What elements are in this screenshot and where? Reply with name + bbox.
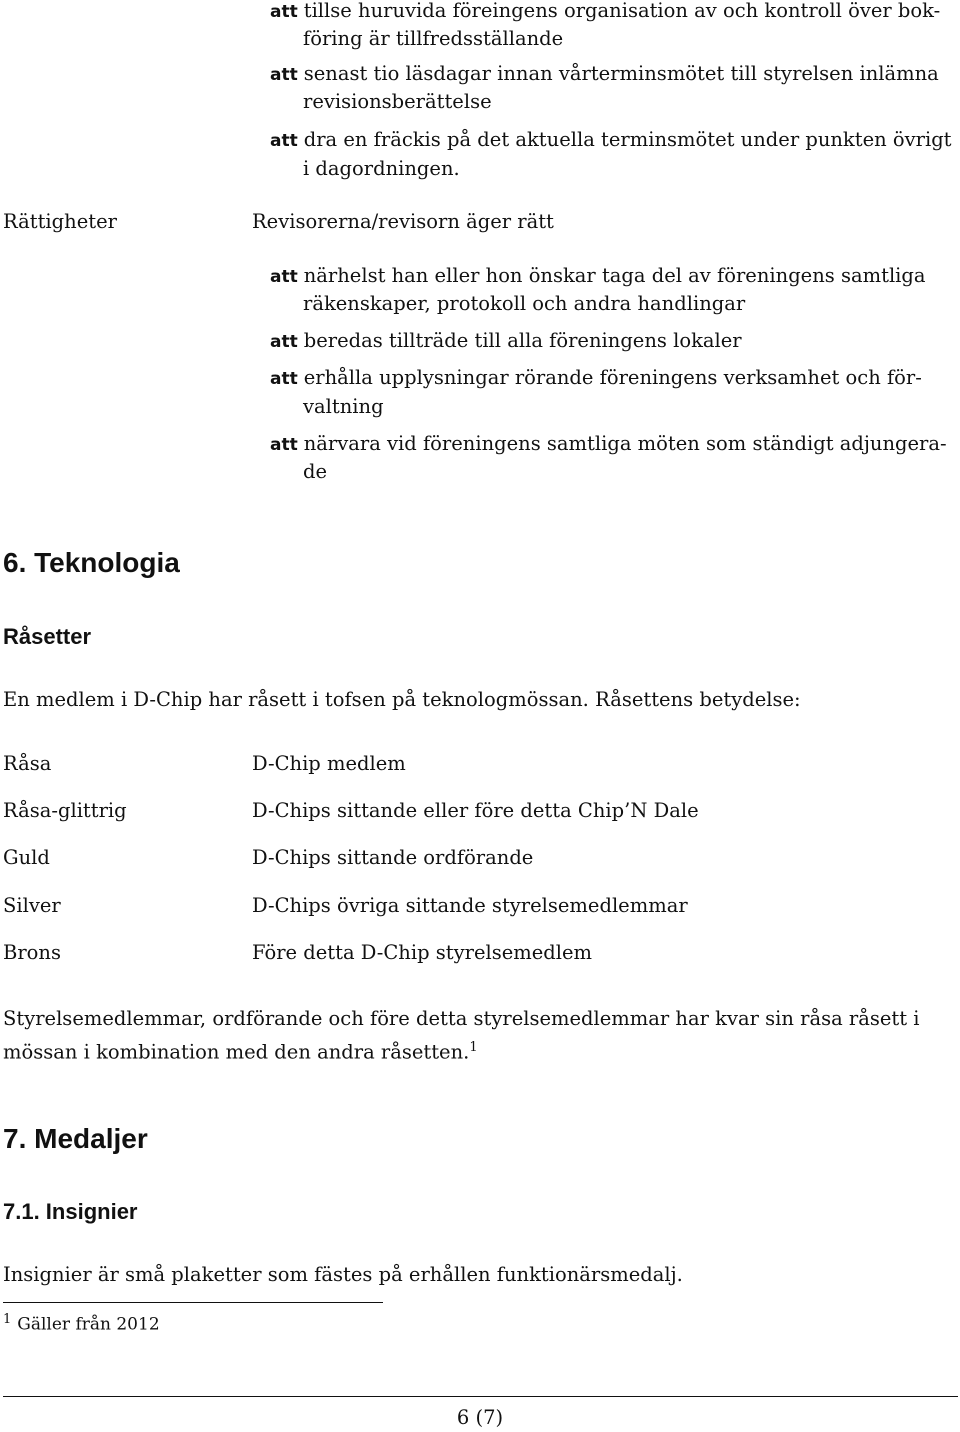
footnote-rule <box>3 1302 383 1303</box>
att-keyword: att <box>270 65 298 85</box>
plikt-item-3-line-2: i dagordningen. <box>303 157 460 180</box>
rasett-meaning: D-Chips övriga sittande styrelsemedlemmar <box>252 894 688 917</box>
rattighet-item-4-line-1: att närvara vid föreningens samtliga möten som ständigt adjungera- <box>270 432 947 455</box>
rasett-meaning: D-Chips sittande eller före detta Chip’N Dale <box>252 799 699 822</box>
rasett-name: Råsa <box>3 752 52 775</box>
section-heading-medaljer: 7. Medaljer <box>3 1123 148 1154</box>
plikt-item-3-line-1: att dra en fräckis på det aktuella terminsmötet under punkten övrigt <box>270 128 952 151</box>
rattighet-item-3-line-2: valtning <box>303 395 384 418</box>
rasett-name: Brons <box>3 941 61 964</box>
rattighet-item-2-line-1: att beredas tillträde till alla föreningens lokaler <box>270 329 742 352</box>
rasetter-note-line-2: mössan i kombination med den andra råsetten.$^1$ <box>3 1040 478 1064</box>
att-keyword: att <box>270 369 298 389</box>
att-keyword: att <box>270 267 298 287</box>
plikt-item-2-line-2: revisionsberättelse <box>303 90 492 113</box>
footer-rule <box>3 1396 958 1397</box>
footnote-mark: 1 <box>3 1312 12 1327</box>
rattighet-item-1-line-1: att närhelst han eller hon önskar taga del av föreningens samtliga <box>270 264 926 287</box>
insignier-text: Insignier är små plaketter som fästes på erhållen funktionärsmedalj. <box>3 1263 683 1286</box>
footnote: $^1$ Gäller från 2012 <box>3 1312 160 1335</box>
plikt-item-1-line-2: föring är tillfredsställande <box>303 27 564 50</box>
plikt-item-2-line-1: att senast tio läsdagar innan vårterminsmötet till styrelsen inlämna <box>270 62 939 85</box>
plikt-item-1-line-1: att tillse huruvida föreingens organisation av och kontroll över bok- <box>270 0 941 22</box>
rasett-meaning: D-Chip medlem <box>252 752 406 775</box>
rattighet-item-3-line-1: att erhålla upplysningar rörande föreningens verksamhet och för- <box>270 366 922 389</box>
rasett-name: Råsa-glittrig <box>3 799 127 822</box>
subsection-heading-insignier: 7.1. Insignier <box>3 1199 138 1224</box>
att-keyword: att <box>270 2 298 22</box>
rasetter-note-line-1: Styrelsemedlemmar, ordförande och före detta styrelsemedlemmar har kvar sin råsa råsett i <box>3 1007 920 1030</box>
rasett-meaning: D-Chips sittande ordförande <box>252 846 534 869</box>
att-keyword: att <box>270 435 298 455</box>
rasetter-intro: En medlem i D-Chip har råsett i tofsen på teknologmössan. Råsettens betydelse: <box>3 688 801 711</box>
section-heading-teknologia: 6. Teknologia <box>3 547 180 578</box>
rattigheter-label: Rättigheter <box>3 210 117 233</box>
page-number: 6 (7) <box>456 1406 504 1429</box>
rasett-meaning: Före detta D-Chip styrelsemedlem <box>252 941 593 964</box>
att-keyword: att <box>270 131 298 151</box>
subsection-heading-rasetter: Råsetter <box>3 624 92 649</box>
footnote-reference[interactable]: 1 <box>469 1040 478 1055</box>
rattighet-item-1-line-2: räkenskaper, protokoll och andra handlingar <box>303 292 746 315</box>
rasett-name: Guld <box>3 846 50 869</box>
rattighet-item-4-line-2: de <box>303 460 328 483</box>
rasett-name: Silver <box>3 894 61 917</box>
att-keyword: att <box>270 332 298 352</box>
rattigheter-intro: Revisorerna/revisorn äger rätt <box>252 210 554 233</box>
